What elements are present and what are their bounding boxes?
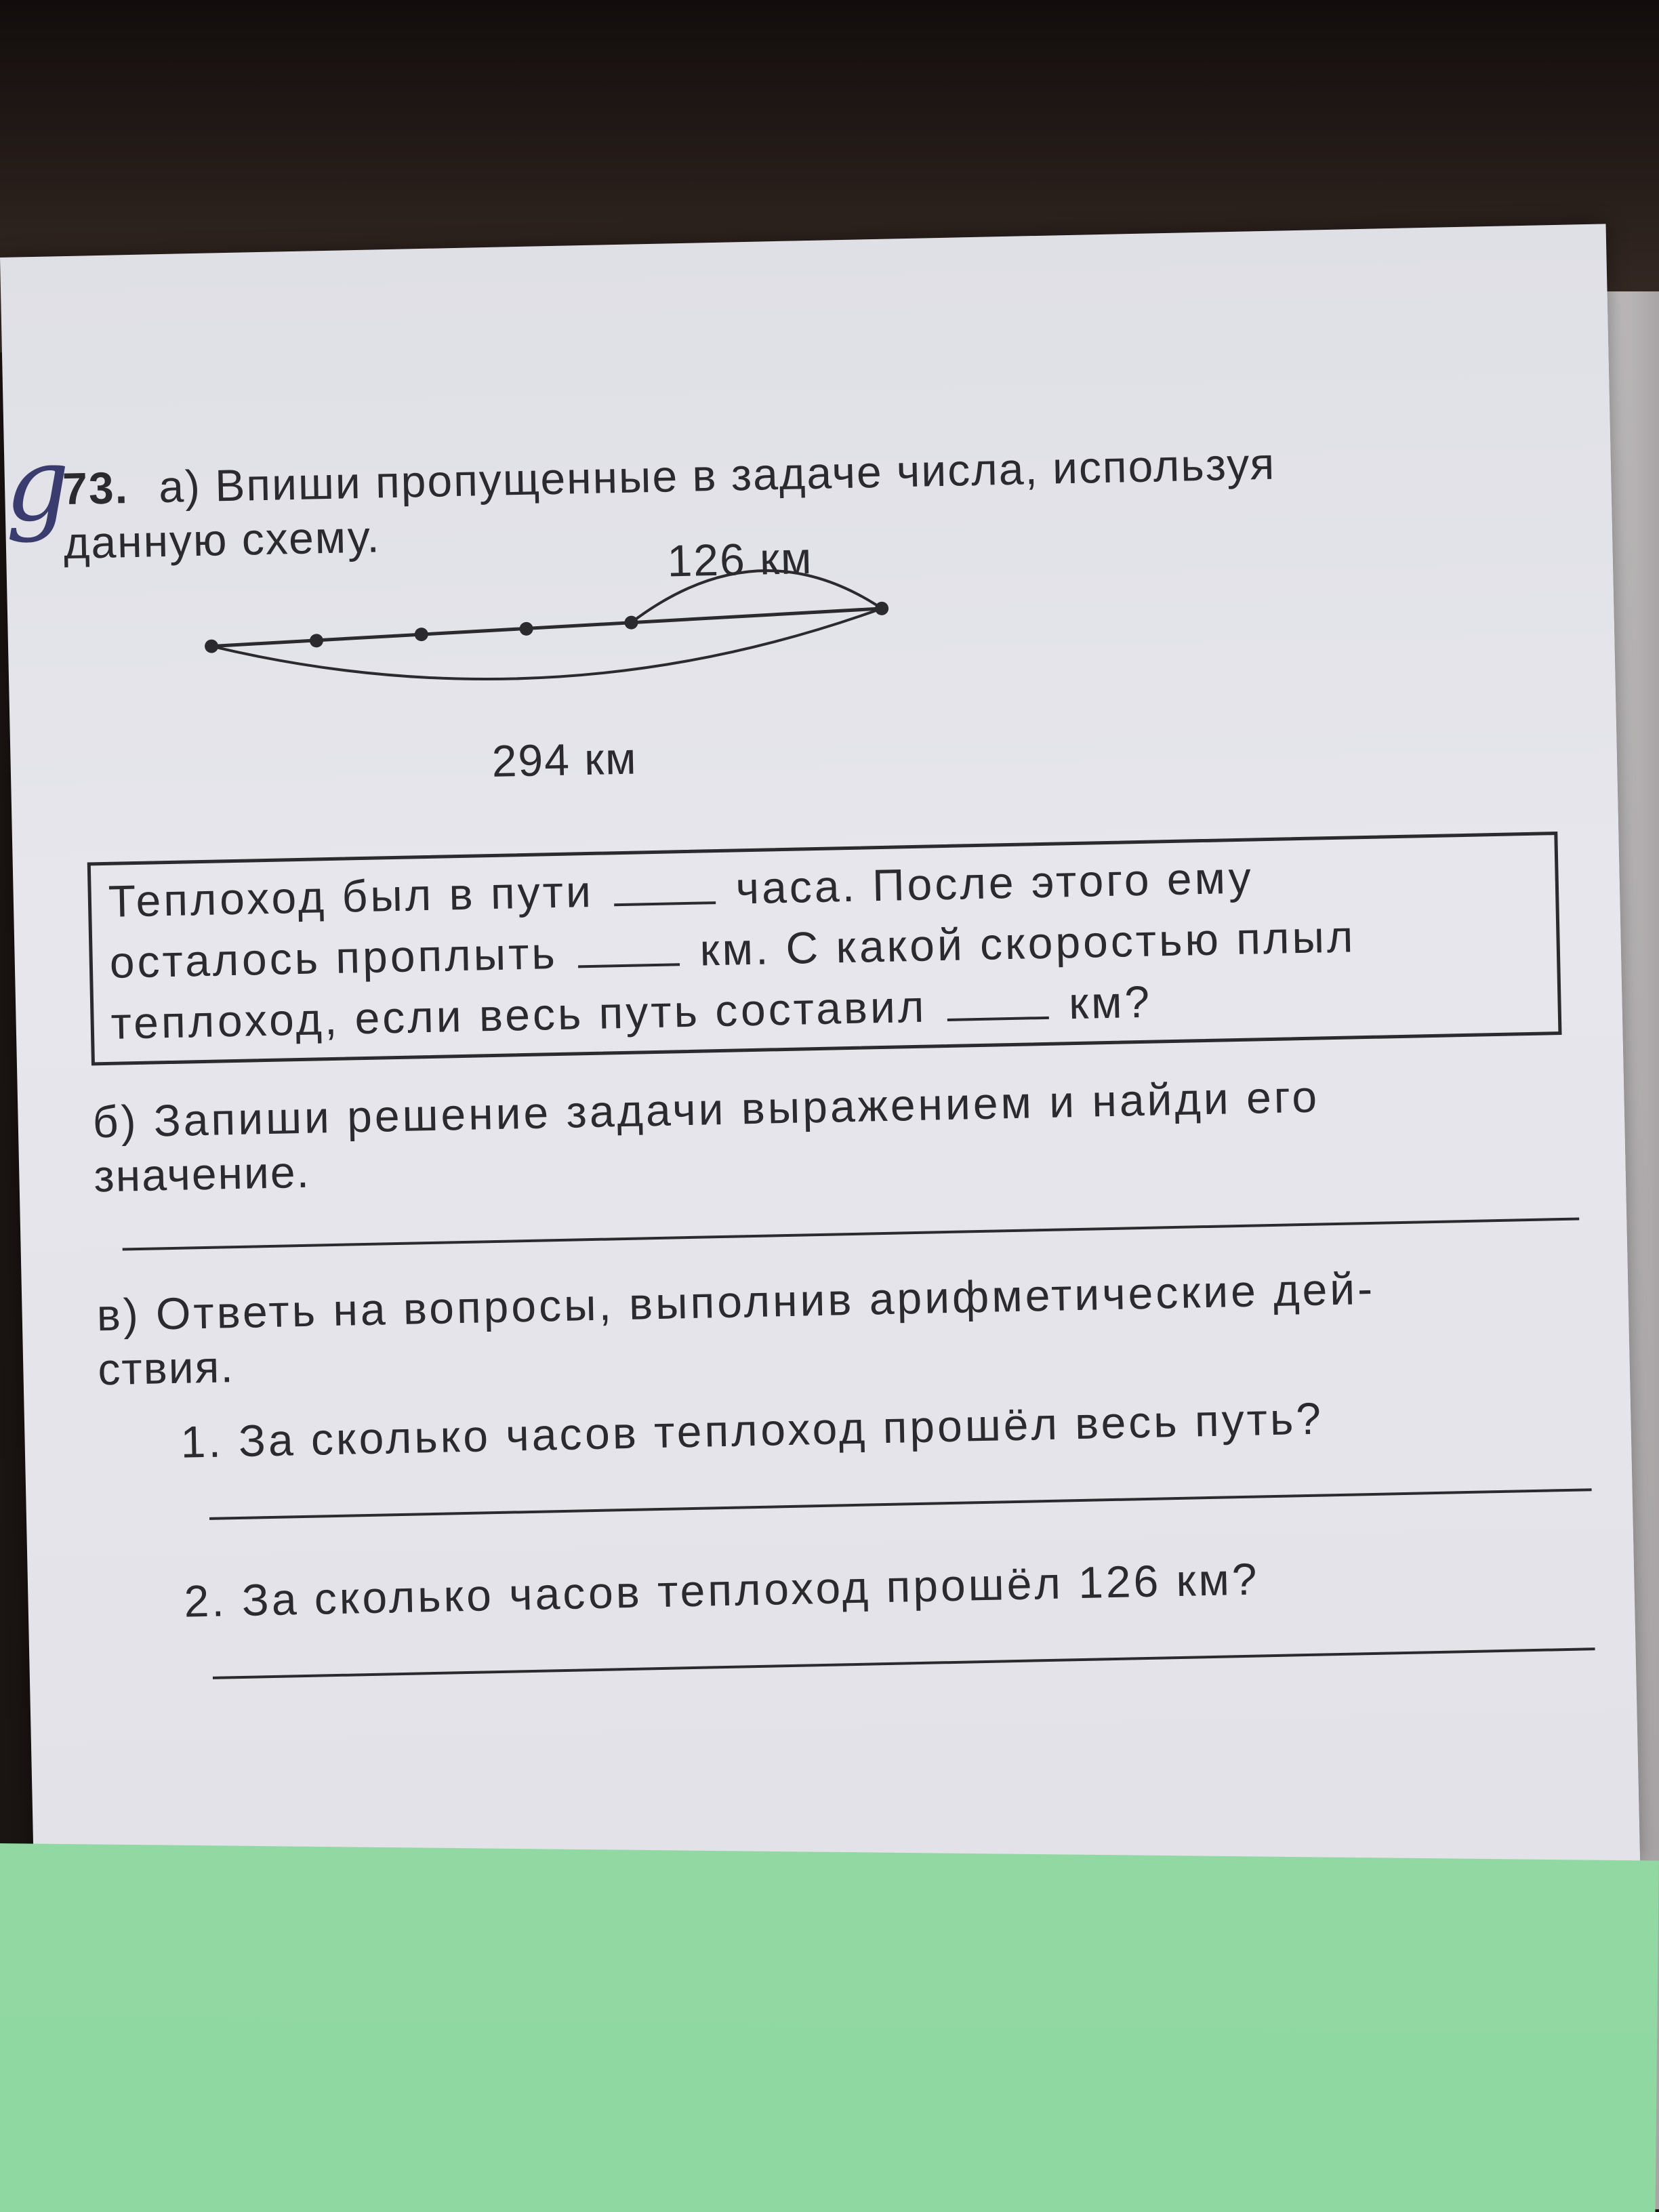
scheme-top-label: 126 км [666,532,814,586]
scheme-bottom-label: 294 км [491,733,638,786]
problem-line3-b: км? [1068,976,1153,1029]
task-part-a-line2: данную схему. [63,511,382,569]
scheme-point [875,602,888,615]
problem-line3-a: теплоход, если весь путь составил [110,981,928,1048]
answer-line-b[interactable] [123,1218,1580,1251]
question-2: 2. За сколько часов теплоход прошёл 126 км? [183,1553,1261,1626]
task-number: 73. [62,462,129,514]
blank-remaining-km[interactable] [578,956,680,968]
green-paper-sheet [0,1843,1659,2212]
problem-line1-b: часа. После этого ему [735,852,1254,914]
problem-line2-a: осталось проплыть [109,928,558,987]
scheme-point [519,622,533,636]
scheme-point [310,634,323,647]
scheme-bottom-arc [211,609,883,685]
problem-line2-b: км. С какой скоростью плыл [699,911,1357,975]
question-1: 1. За сколько часов теплоход прошёл весь путь? [180,1393,1324,1467]
answer-line-q2[interactable] [213,1647,1595,1679]
problem-line1-a: Теплоход был в пути [108,865,594,926]
scheme-svg [195,495,945,741]
part-b-line1: б) Запиши решение задачи выражением и найди его [91,1071,1320,1147]
part-b-line2: значение. [93,1146,311,1202]
blank-hours[interactable] [614,895,716,906]
part-c-line2: ствия. [97,1341,235,1395]
task-part-a-line1: а) Впиши пропущенные в задаче числа, используя [158,438,1276,512]
answer-line-q1[interactable] [209,1488,1592,1520]
handwritten-mark: g [3,425,71,545]
workbook-page [0,224,1640,1897]
scheme-point [205,639,218,653]
distance-scheme [195,495,945,745]
part-c-line1: в) Ответь на вопросы, выполнив арифметические дей- [96,1263,1376,1340]
page-content [0,224,1640,1897]
scheme-point [415,628,428,641]
blank-total-km[interactable] [947,1010,1048,1021]
